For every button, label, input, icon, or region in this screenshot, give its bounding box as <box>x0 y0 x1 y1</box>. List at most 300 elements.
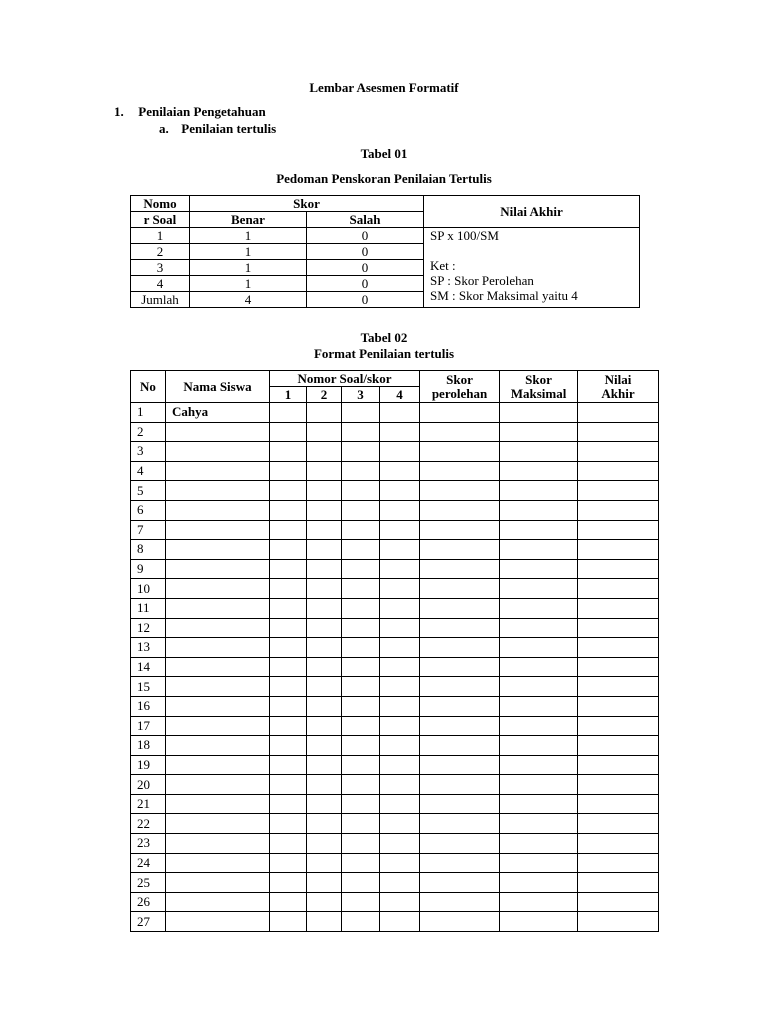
table2-cell-q2 <box>307 892 342 912</box>
table2-cell-skor-maksimal <box>500 598 578 618</box>
table1-nilai-akhir-formula <box>424 228 640 308</box>
table2-row <box>131 540 659 560</box>
table2-cell-nama <box>166 638 270 658</box>
table2-cell-nilai-akhir <box>578 442 659 462</box>
table1-cell-no: Jumlah <box>131 292 190 308</box>
table2-cell-nilai-akhir <box>578 540 659 560</box>
table2-cell-skor-maksimal <box>500 677 578 697</box>
table2-header-q1: 1 <box>270 387 307 403</box>
table2-cell-no: 19 <box>131 755 166 775</box>
table2-cell-no: 2 <box>131 422 166 442</box>
table2-row <box>131 579 659 599</box>
table2-cell-skor-perolehan <box>420 500 500 520</box>
table2-cell-q1 <box>270 736 307 756</box>
table2-cell-q1 <box>270 520 307 540</box>
table2-cell-nilai-akhir <box>578 794 659 814</box>
table2-cell-skor-maksimal <box>500 403 578 423</box>
subsection-a-heading <box>159 121 276 137</box>
table2-cell-nilai-akhir <box>578 520 659 540</box>
table2-cell-nama <box>166 736 270 756</box>
table2-cell-no: 22 <box>131 814 166 834</box>
table2-row <box>131 657 659 677</box>
table2-row <box>131 422 659 442</box>
table2-cell-skor-perolehan <box>420 912 500 932</box>
nilai-line: Ket : <box>430 258 456 273</box>
table2-cell-q3 <box>342 775 380 795</box>
table2-cell-q4 <box>380 598 420 618</box>
table2-cell-q3 <box>342 579 380 599</box>
table2-cell-skor-perolehan <box>420 442 500 462</box>
table2-cell-q3 <box>342 794 380 814</box>
table2-row <box>131 696 659 716</box>
table2-cell-no: 23 <box>131 834 166 854</box>
table2-cell-nilai-akhir <box>578 657 659 677</box>
table2-cell-q4 <box>380 794 420 814</box>
table2-cell-q3 <box>342 873 380 893</box>
table2-cell-skor-perolehan <box>420 736 500 756</box>
table2-cell-q4 <box>380 873 420 893</box>
table2-cell-nama <box>166 775 270 795</box>
table2-cell-nilai-akhir <box>578 598 659 618</box>
table2-cell-q4 <box>380 736 420 756</box>
table2-cell-q3 <box>342 481 380 501</box>
table2-cell-skor-perolehan <box>420 638 500 658</box>
table2-cell-skor-maksimal <box>500 716 578 736</box>
table2-cell-skor-perolehan <box>420 559 500 579</box>
table2-cell-q3 <box>342 638 380 658</box>
table2-cell-q2 <box>307 834 342 854</box>
table2-cell-no: 4 <box>131 461 166 481</box>
table1-header-benar: Benar <box>190 212 307 228</box>
table2-cell-skor-maksimal <box>500 638 578 658</box>
table2-cell-skor-maksimal <box>500 461 578 481</box>
table2-cell-no: 13 <box>131 638 166 658</box>
table2-cell-q2 <box>307 461 342 481</box>
table2-cell-q2 <box>307 716 342 736</box>
table2-cell-no: 18 <box>131 736 166 756</box>
table2-cell-no: 3 <box>131 442 166 462</box>
table2-cell-q1 <box>270 677 307 697</box>
table1-header-row <box>131 196 640 212</box>
table2-row <box>131 736 659 756</box>
table2-cell-nilai-akhir <box>578 912 659 932</box>
table2-cell-skor-maksimal <box>500 618 578 638</box>
table2-header-skor-perolehan: Skor perolehan <box>420 371 500 403</box>
table2-cell-nilai-akhir <box>578 559 659 579</box>
table2-cell-nama <box>166 540 270 560</box>
table2-cell-q2 <box>307 853 342 873</box>
table2-cell-skor-maksimal <box>500 579 578 599</box>
table1-cell-no: 4 <box>131 276 190 292</box>
table2-cell-q1 <box>270 461 307 481</box>
table2-cell-q4 <box>380 657 420 677</box>
table2-cell-skor-perolehan <box>420 892 500 912</box>
table1-cell-no: 1 <box>131 228 190 244</box>
table2-cell-skor-perolehan <box>420 775 500 795</box>
table2-cell-q2 <box>307 755 342 775</box>
table2-cell-no: 11 <box>131 598 166 618</box>
table2-row <box>131 873 659 893</box>
table2-cell-q4 <box>380 481 420 501</box>
table1-row <box>131 228 640 244</box>
table2-cell-q1 <box>270 853 307 873</box>
table2-cell-q2 <box>307 579 342 599</box>
table2-cell-q4 <box>380 500 420 520</box>
table2-cell-q2 <box>307 559 342 579</box>
table2-cell-q2 <box>307 794 342 814</box>
table2-cell-nama: Cahya <box>166 403 270 423</box>
table1-cell-benar: 1 <box>190 260 307 276</box>
table2-cell-q4 <box>380 716 420 736</box>
table2-cell-skor-maksimal <box>500 775 578 795</box>
table2-cell-no: 17 <box>131 716 166 736</box>
table2-cell-q3 <box>342 461 380 481</box>
table2-cell-nama <box>166 481 270 501</box>
table1-cell-no: 2 <box>131 244 190 260</box>
table2-cell-q1 <box>270 559 307 579</box>
table1-header-nilai-akhir: Nilai Akhir <box>424 196 640 228</box>
table2-cell-skor-maksimal <box>500 814 578 834</box>
table2-header-q2: 2 <box>307 387 342 403</box>
table2-header-nomor-soal: Nomor Soal/skor <box>270 371 420 387</box>
table2-cell-skor-maksimal <box>500 657 578 677</box>
table2-row <box>131 500 659 520</box>
table2-cell-q3 <box>342 853 380 873</box>
table2-cell-q3 <box>342 598 380 618</box>
table2-cell-q3 <box>342 520 380 540</box>
table2-row <box>131 892 659 912</box>
table2-cell-q1 <box>270 657 307 677</box>
table2-cell-nilai-akhir <box>578 755 659 775</box>
table1-header-salah: Salah <box>307 212 424 228</box>
table2-cell-q3 <box>342 696 380 716</box>
table2-label: Tabel 02 <box>360 330 408 345</box>
table2-cell-nilai-akhir <box>578 618 659 638</box>
table2-cell-skor-maksimal <box>500 755 578 775</box>
table2-header-skor-maksimal: Skor Maksimal <box>500 371 578 403</box>
table1-cell-benar: 1 <box>190 244 307 260</box>
table2-cell-skor-perolehan <box>420 814 500 834</box>
table2-cell-q3 <box>342 834 380 854</box>
table2-cell-nama <box>166 892 270 912</box>
table2-header-nilai-akhir: Nilai Akhir <box>578 371 659 403</box>
table2-cell-nama <box>166 442 270 462</box>
section-1-number: 1. <box>114 104 124 119</box>
table2-cell-nama <box>166 834 270 854</box>
table2-cell-q3 <box>342 500 380 520</box>
table2-cell-q4 <box>380 559 420 579</box>
table1-cell-benar: 1 <box>190 228 307 244</box>
table2-cell-skor-maksimal <box>500 912 578 932</box>
table2-cell-skor-perolehan <box>420 598 500 618</box>
table2-cell-skor-perolehan <box>420 755 500 775</box>
table2-cell-q4 <box>380 618 420 638</box>
table2-cell-skor-perolehan <box>420 618 500 638</box>
table1-cell-salah: 0 <box>307 276 424 292</box>
table2-cell-nama <box>166 755 270 775</box>
table2-cell-skor-maksimal <box>500 834 578 854</box>
table2-cell-q1 <box>270 638 307 658</box>
assessment-format-table <box>130 370 659 932</box>
table2-cell-q4 <box>380 520 420 540</box>
table1-header-nomor: Nomo <box>131 196 190 212</box>
table2-cell-nilai-akhir <box>578 716 659 736</box>
table2-cell-q4 <box>380 579 420 599</box>
nilai-line: SM : Skor Maksimal yaitu 4 <box>430 288 578 303</box>
table2-row <box>131 403 659 423</box>
table2-row <box>131 814 659 834</box>
table2-cell-no: 24 <box>131 853 166 873</box>
table2-cell-q3 <box>342 912 380 932</box>
table2-cell-q3 <box>342 559 380 579</box>
table2-cell-no: 27 <box>131 912 166 932</box>
table2-cell-q4 <box>380 403 420 423</box>
table2-cell-q4 <box>380 461 420 481</box>
table2-header-q3: 3 <box>342 387 380 403</box>
table2-row <box>131 794 659 814</box>
table2-row <box>131 716 659 736</box>
table2-row <box>131 834 659 854</box>
table2-cell-no: 10 <box>131 579 166 599</box>
table2-cell-q2 <box>307 814 342 834</box>
table2-cell-no: 1 <box>131 403 166 423</box>
table2-cell-q3 <box>342 736 380 756</box>
table2-cell-skor-maksimal <box>500 794 578 814</box>
table2-cell-skor-maksimal <box>500 500 578 520</box>
table2-cell-skor-perolehan <box>420 520 500 540</box>
table2-cell-q1 <box>270 755 307 775</box>
scoring-guide-table <box>130 195 640 308</box>
table2-cell-q3 <box>342 892 380 912</box>
table2-header-row <box>131 371 659 387</box>
table2-cell-q3 <box>342 618 380 638</box>
subsection-a-title: Penilaian tertulis <box>181 121 277 136</box>
table2-cell-skor-perolehan <box>420 461 500 481</box>
table2-cell-q4 <box>380 442 420 462</box>
table1-header-nomor-2: r Soal <box>131 212 190 228</box>
table2-cell-nilai-akhir <box>578 638 659 658</box>
table2-cell-no: 14 <box>131 657 166 677</box>
table2-cell-no: 12 <box>131 618 166 638</box>
table2-cell-q4 <box>380 775 420 795</box>
table2-cell-skor-perolehan <box>420 403 500 423</box>
table2-cell-q4 <box>380 853 420 873</box>
table2-cell-skor-perolehan <box>420 794 500 814</box>
table2-cell-nama <box>166 657 270 677</box>
table2-cell-skor-maksimal <box>500 892 578 912</box>
table2-cell-nilai-akhir <box>578 677 659 697</box>
table2-cell-q1 <box>270 579 307 599</box>
table2-cell-nilai-akhir <box>578 481 659 501</box>
table2-cell-q4 <box>380 892 420 912</box>
table2-cell-q2 <box>307 403 342 423</box>
table2-cell-skor-perolehan <box>420 716 500 736</box>
table2-cell-q2 <box>307 873 342 893</box>
table2-cell-q1 <box>270 618 307 638</box>
table2-cell-q4 <box>380 834 420 854</box>
table2-cell-skor-perolehan <box>420 873 500 893</box>
table2-cell-q1 <box>270 912 307 932</box>
table2-cell-q2 <box>307 520 342 540</box>
table2-cell-q3 <box>342 755 380 775</box>
table2-cell-q2 <box>307 618 342 638</box>
table1-header-skor: Skor <box>190 196 424 212</box>
table2-row <box>131 598 659 618</box>
table2-row <box>131 755 659 775</box>
table1-cell-salah: 0 <box>307 228 424 244</box>
table2-cell-skor-perolehan <box>420 834 500 854</box>
table2-cell-skor-maksimal <box>500 481 578 501</box>
table2-header-no: No <box>131 371 166 403</box>
table2-cell-q1 <box>270 716 307 736</box>
table2-cell-skor-perolehan <box>420 853 500 873</box>
table2-cell-q4 <box>380 638 420 658</box>
table2-header-nama: Nama Siswa <box>166 371 270 403</box>
table2-cell-nilai-akhir <box>578 579 659 599</box>
table2-row <box>131 442 659 462</box>
table2-cell-q2 <box>307 500 342 520</box>
table2-cell-no: 25 <box>131 873 166 893</box>
table2-cell-nama <box>166 559 270 579</box>
table1-cell-salah: 0 <box>307 244 424 260</box>
section-1-heading <box>114 104 266 120</box>
table2-cell-q4 <box>380 677 420 697</box>
table2-cell-q3 <box>342 657 380 677</box>
table2-cell-q3 <box>342 442 380 462</box>
table2-cell-skor-perolehan <box>420 696 500 716</box>
table2-cell-skor-maksimal <box>500 520 578 540</box>
table2-cell-skor-perolehan <box>420 677 500 697</box>
table2-cell-q3 <box>342 814 380 834</box>
table2-cell-nilai-akhir <box>578 500 659 520</box>
table2-cell-nilai-akhir <box>578 775 659 795</box>
table2-cell-q3 <box>342 540 380 560</box>
table2-cell-nilai-akhir <box>578 736 659 756</box>
table2-cell-q2 <box>307 696 342 716</box>
table2-cell-q1 <box>270 892 307 912</box>
table2-cell-no: 26 <box>131 892 166 912</box>
table2-cell-nilai-akhir <box>578 403 659 423</box>
table2-cell-nama <box>166 794 270 814</box>
table2-cell-q4 <box>380 912 420 932</box>
table2-cell-q1 <box>270 442 307 462</box>
table2-cell-no: 16 <box>131 696 166 716</box>
table2-cell-q4 <box>380 540 420 560</box>
table2-cell-q1 <box>270 814 307 834</box>
table2-cell-nama <box>166 677 270 697</box>
table2-cell-no: 15 <box>131 677 166 697</box>
table2-cell-q3 <box>342 422 380 442</box>
table2-cell-q1 <box>270 481 307 501</box>
table2-row <box>131 559 659 579</box>
table2-row <box>131 638 659 658</box>
table1-label: Tabel 01 <box>360 146 408 161</box>
table2-cell-nama <box>166 598 270 618</box>
table2-cell-q2 <box>307 638 342 658</box>
table2-cell-q1 <box>270 873 307 893</box>
table2-row <box>131 481 659 501</box>
section-1-title: Penilaian Pengetahuan <box>138 104 266 119</box>
table2-cell-no: 20 <box>131 775 166 795</box>
table2-cell-q1 <box>270 540 307 560</box>
table2-cell-q2 <box>307 775 342 795</box>
table2-cell-q3 <box>342 716 380 736</box>
table2-cell-nilai-akhir <box>578 422 659 442</box>
table2-cell-no: 5 <box>131 481 166 501</box>
table1-cell-benar: 4 <box>190 292 307 308</box>
table2-cell-q2 <box>307 540 342 560</box>
table2-cell-q3 <box>342 403 380 423</box>
table2-cell-q1 <box>270 794 307 814</box>
table2-cell-nilai-akhir <box>578 892 659 912</box>
table2-cell-nilai-akhir <box>578 461 659 481</box>
table2-cell-nama <box>166 716 270 736</box>
table2-cell-no: 8 <box>131 540 166 560</box>
table2-cell-skor-maksimal <box>500 696 578 716</box>
table2-cell-q1 <box>270 834 307 854</box>
table2-cell-q1 <box>270 775 307 795</box>
table2-cell-q2 <box>307 481 342 501</box>
table2-cell-nama <box>166 579 270 599</box>
table2-cell-q3 <box>342 677 380 697</box>
table2-cell-q2 <box>307 657 342 677</box>
table2-cell-nama <box>166 500 270 520</box>
table2-cell-q4 <box>380 422 420 442</box>
table2-cell-q4 <box>380 696 420 716</box>
table2-cell-skor-perolehan <box>420 579 500 599</box>
table2-row <box>131 912 659 932</box>
table2-cell-nilai-akhir <box>578 814 659 834</box>
table1-cell-benar: 1 <box>190 276 307 292</box>
table2-cell-q1 <box>270 598 307 618</box>
table2-cell-q2 <box>307 598 342 618</box>
table2-cell-skor-maksimal <box>500 442 578 462</box>
table1-cell-no: 3 <box>131 260 190 276</box>
table2-cell-nama <box>166 873 270 893</box>
table1-cell-salah: 0 <box>307 260 424 276</box>
table2-cell-nama <box>166 853 270 873</box>
table2-header-q4: 4 <box>380 387 420 403</box>
table2-cell-nilai-akhir <box>578 834 659 854</box>
table2-row <box>131 775 659 795</box>
table2-row <box>131 461 659 481</box>
document-title: Lembar Asesmen Formatif <box>309 80 459 95</box>
table2-cell-no: 7 <box>131 520 166 540</box>
table2-cell-q1 <box>270 696 307 716</box>
table2-cell-q2 <box>307 422 342 442</box>
nilai-line: SP x 100/SM <box>430 228 499 243</box>
table2-cell-nama <box>166 422 270 442</box>
table2-cell-q4 <box>380 755 420 775</box>
table2-row <box>131 520 659 540</box>
table2-cell-nama <box>166 912 270 932</box>
subsection-a-letter: a. <box>159 121 169 136</box>
table2-cell-skor-maksimal <box>500 853 578 873</box>
table2-cell-skor-maksimal <box>500 540 578 560</box>
table2-cell-q2 <box>307 912 342 932</box>
table2-cell-skor-perolehan <box>420 540 500 560</box>
table2-cell-nama <box>166 696 270 716</box>
table2-cell-skor-maksimal <box>500 559 578 579</box>
table2-row <box>131 853 659 873</box>
table2-cell-nilai-akhir <box>578 873 659 893</box>
table1-cell-salah: 0 <box>307 292 424 308</box>
table2-cell-nilai-akhir <box>578 696 659 716</box>
table2-row <box>131 618 659 638</box>
table2-cell-q4 <box>380 814 420 834</box>
table2-cell-nama <box>166 814 270 834</box>
table2-cell-skor-maksimal <box>500 736 578 756</box>
